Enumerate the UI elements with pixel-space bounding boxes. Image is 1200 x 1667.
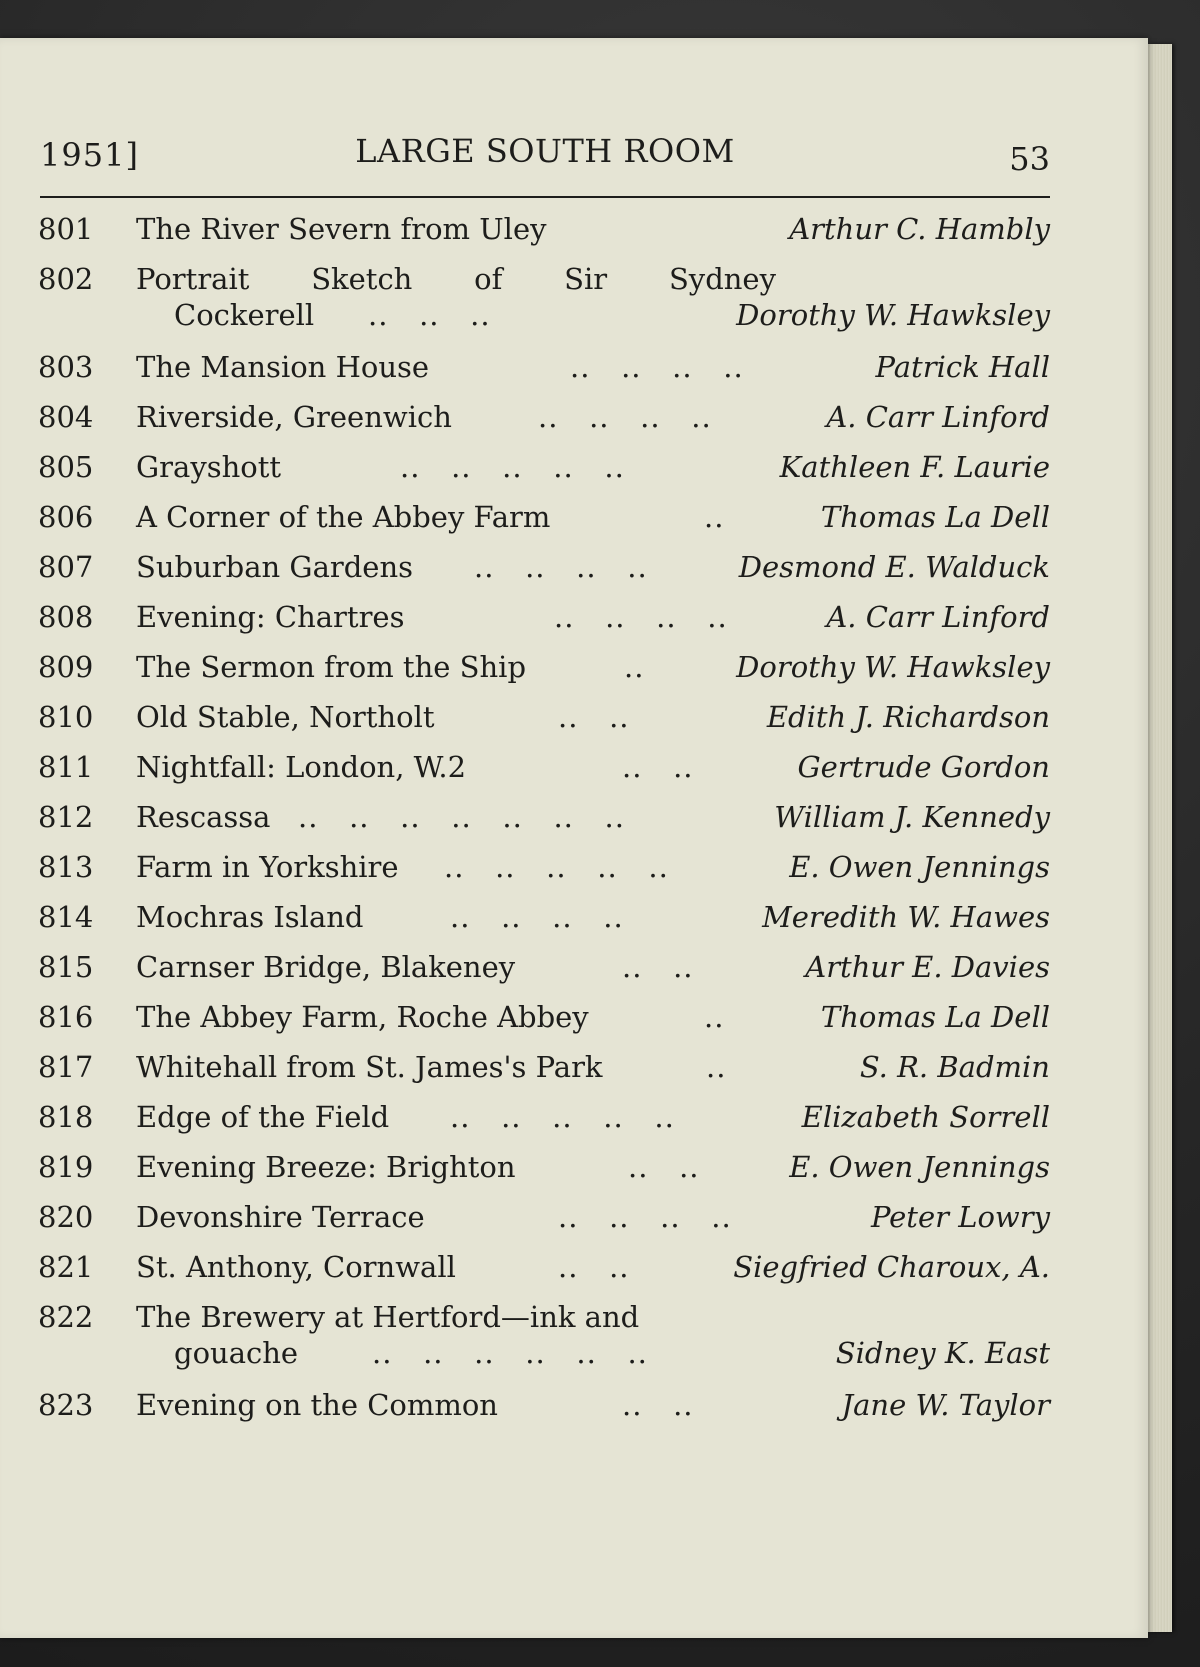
entry-title: Edge of the Field	[136, 1100, 390, 1134]
entry-artist: Jane W. Taylor	[841, 1388, 1050, 1422]
title-word: Sydney	[668, 262, 776, 296]
entry-artist: Meredith W. Hawes	[762, 900, 1050, 934]
entry-artist: S. R. Badmin	[859, 1050, 1050, 1084]
page-edges	[1148, 44, 1172, 1632]
entry-816	[38, 994, 1050, 1044]
entry-803	[38, 344, 1050, 394]
leader-dots: .. ..	[622, 750, 694, 784]
entry-number: 818	[38, 1100, 94, 1134]
entry-artist: Arthur C. Hambly	[789, 212, 1050, 246]
entry-number: 807	[38, 550, 94, 584]
leader-dots: ..	[704, 1000, 725, 1034]
leader-dots: ..	[704, 500, 725, 534]
entry-810	[38, 694, 1050, 744]
header-page-number: 53	[1009, 140, 1050, 178]
entry-title: The Abbey Farm, Roche Abbey	[136, 1000, 589, 1034]
entry-813	[38, 844, 1050, 894]
entry-title: Evening on the Common	[136, 1388, 498, 1422]
entry-806	[38, 494, 1050, 544]
entry-title: The Brewery at Hertford—ink and	[136, 1300, 640, 1334]
entry-title: A Corner of the Abbey Farm	[136, 500, 551, 534]
entry-artist: Arthur E. Davies	[805, 950, 1050, 984]
entry-title	[136, 262, 776, 296]
entry-811	[38, 744, 1050, 794]
entry-number: 805	[38, 450, 94, 484]
entry-title-continuation: Cockerell	[174, 298, 315, 332]
leader-dots: .. .. ..	[368, 298, 491, 332]
title-word: of	[474, 262, 503, 296]
leader-dots: .. .. .. .. .. .. ..	[298, 800, 625, 834]
entry-number: 810	[38, 700, 94, 734]
entry-artist: E. Owen Jennings	[789, 1150, 1050, 1184]
title-word: Portrait	[136, 262, 250, 296]
entry-title: The Mansion House	[136, 350, 430, 384]
header-room-title: LARGE SOUTH ROOM	[355, 132, 735, 170]
entry-title: Whitehall from St. James's Park	[136, 1050, 603, 1084]
leader-dots: .. ..	[622, 950, 694, 984]
entry-artist: Peter Lowry	[870, 1200, 1050, 1234]
entry-818	[38, 1094, 1050, 1144]
leader-dots: .. .. .. .. ..	[450, 1100, 675, 1134]
leader-dots: .. .. .. .. ..	[444, 850, 669, 884]
leader-dots: .. .. .. ..	[538, 400, 712, 434]
leader-dots: .. .. .. ..	[558, 1200, 732, 1234]
entry-artist: A. Carr Linford	[826, 600, 1050, 634]
entry-812	[38, 794, 1050, 844]
entry-artist: Dorothy W. Hawksley	[736, 298, 1050, 332]
entry-number: 804	[38, 400, 94, 434]
entry-number: 801	[38, 212, 94, 246]
entry-list	[38, 206, 1050, 1432]
entry-title: Mochras Island	[136, 900, 364, 934]
entry-number: 821	[38, 1250, 94, 1284]
entry-807	[38, 544, 1050, 594]
entry-artist: Gertrude Gordon	[797, 750, 1050, 784]
entry-artist: Dorothy W. Hawksley	[736, 650, 1050, 684]
entry-number: 813	[38, 850, 94, 884]
entry-artist: Sidney K. East	[835, 1336, 1050, 1370]
entry-number: 823	[38, 1388, 94, 1422]
entry-number: 811	[38, 750, 94, 784]
entry-823	[38, 1382, 1050, 1432]
entry-814	[38, 894, 1050, 944]
running-head	[40, 132, 1050, 178]
entry-number: 822	[38, 1300, 94, 1334]
entry-title: Farm in Yorkshire	[136, 850, 399, 884]
leader-dots: .. ..	[558, 1250, 630, 1284]
entry-number: 820	[38, 1200, 94, 1234]
entry-artist: Desmond E. Walduck	[738, 550, 1050, 584]
entry-title: Evening Breeze: Brighton	[136, 1150, 516, 1184]
entry-number: 802	[38, 262, 94, 296]
entry-809	[38, 644, 1050, 694]
entry-artist: E. Owen Jennings	[789, 850, 1050, 884]
entry-title: Old Stable, Northolt	[136, 700, 435, 734]
entry-title: The Sermon from the Ship	[136, 650, 527, 684]
entry-artist: William J. Kennedy	[774, 800, 1050, 834]
header-rule	[40, 196, 1050, 198]
entry-number: 817	[38, 1050, 94, 1084]
title-word: Sketch	[311, 262, 413, 296]
entry-title-continuation: gouache	[174, 1336, 299, 1370]
entry-title: The River Severn from Uley	[136, 212, 547, 246]
entry-820	[38, 1194, 1050, 1244]
entry-title: Nightfall: London, W.2	[136, 750, 467, 784]
entry-title: Devonshire Terrace	[136, 1200, 425, 1234]
entry-artist: Elizabeth Sorrell	[801, 1100, 1050, 1134]
entry-number: 809	[38, 650, 94, 684]
entry-artist: Kathleen F. Laurie	[779, 450, 1050, 484]
entry-number: 816	[38, 1000, 94, 1034]
entry-title: Grayshott	[136, 450, 282, 484]
leader-dots: .. .. .. ..	[570, 350, 744, 384]
entry-number: 814	[38, 900, 94, 934]
leader-dots: .. .. .. ..	[450, 900, 624, 934]
entry-819	[38, 1144, 1050, 1194]
entry-title: Carnser Bridge, Blakeney	[136, 950, 516, 984]
entry-title: Rescassa	[136, 800, 271, 834]
entry-artist: A. Carr Linford	[826, 400, 1050, 434]
entry-number: 812	[38, 800, 94, 834]
leader-dots: ..	[624, 650, 645, 684]
leader-dots: .. .. .. ..	[554, 600, 728, 634]
header-year: 1951]	[40, 136, 139, 174]
entry-artist: Thomas La Dell	[820, 500, 1050, 534]
entry-808	[38, 594, 1050, 644]
leader-dots: .. ..	[628, 1150, 700, 1184]
entry-821	[38, 1244, 1050, 1294]
entry-802	[38, 256, 1050, 344]
leader-dots: .. .. .. .. ..	[400, 450, 625, 484]
entry-title: Suburban Gardens	[136, 550, 414, 584]
entry-number: 815	[38, 950, 94, 984]
entry-artist: Thomas La Dell	[820, 1000, 1050, 1034]
entry-title: Evening: Chartres	[136, 600, 405, 634]
entry-815	[38, 944, 1050, 994]
entry-title: St. Anthony, Cornwall	[136, 1250, 456, 1284]
leader-dots: .. .. .. .. .. ..	[372, 1336, 648, 1370]
entry-artist: Patrick Hall	[875, 350, 1050, 384]
title-word: Sir	[564, 262, 608, 296]
entry-artist: Edith J. Richardson	[766, 700, 1050, 734]
entry-822	[38, 1294, 1050, 1382]
entry-number: 819	[38, 1150, 94, 1184]
leader-dots: ..	[706, 1050, 727, 1084]
entry-number: 806	[38, 500, 94, 534]
entry-title: Riverside, Greenwich	[136, 400, 452, 434]
entry-artist: Siegfried Charoux, A.	[733, 1250, 1050, 1284]
entry-817	[38, 1044, 1050, 1094]
leader-dots: .. .. .. ..	[474, 550, 648, 584]
entry-804	[38, 394, 1050, 444]
entry-801	[38, 206, 1050, 256]
leader-dots: .. ..	[558, 700, 630, 734]
entry-number: 808	[38, 600, 94, 634]
entry-number: 803	[38, 350, 94, 384]
leader-dots: .. ..	[622, 1388, 694, 1422]
entry-805	[38, 444, 1050, 494]
